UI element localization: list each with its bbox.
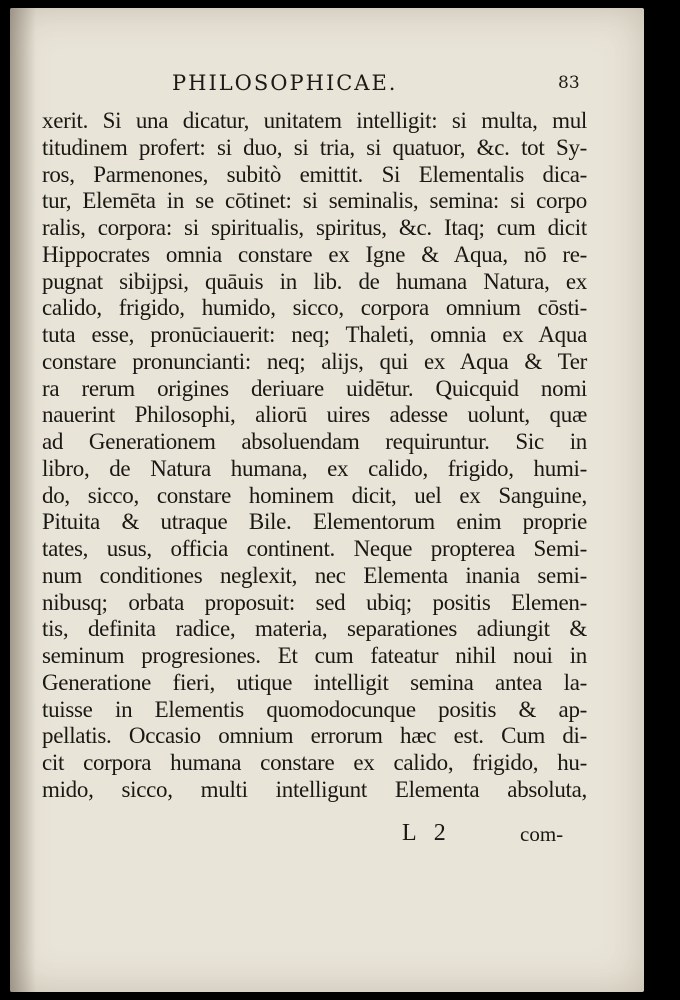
text-line: ralis, corpora: si spiritualis, spiritus, &c. Itaq; cum dicit: [42, 215, 587, 240]
text-line: xerit. Si una dicatur, unitatem intelligit: si multa, mul: [42, 108, 587, 133]
running-title: PHILOSOPHICAE.: [172, 71, 398, 95]
text-line: num conditiones neglexit, nec Elementa inania semi-: [42, 562, 587, 588]
text-line: constare pronuncianti: neq; alijs, qui ex Aqua & Ter: [42, 348, 587, 374]
text-line: seminum progresiones. Et cum fateatur nihil noui in: [42, 643, 587, 668]
text-line: ra rerum origines deriuare uidētur. Quicquid nomi: [42, 375, 587, 401]
text-line: do, sicco, constare hominem dicit, uel ex Sanguine,: [42, 482, 587, 508]
text-line: tur, Elemēta in se cōtinet: si seminalis, semina: si corpo: [42, 188, 587, 214]
text-line: tuisse in Elementis quomodocunque positis & ap-: [42, 696, 587, 722]
page-footer: [10, 820, 644, 850]
text-line: Generatione fieri, utique intelligit semina antea la-: [42, 669, 587, 695]
book-page: [10, 8, 644, 992]
page-number: 83: [558, 73, 580, 93]
text-line: libro, de Natura humana, ex calido, frigido, humi-: [42, 455, 587, 481]
page-header: [10, 71, 644, 101]
text-line: tis, definita radice, materia, separationes adiungit &: [42, 616, 587, 642]
text-line: titudinem profert: si duo, si tria, si quatuor, &c. tot Sy-: [42, 134, 587, 160]
text-line: Hippocrates omnia constare ex Igne & Aqua, nō re-: [42, 241, 587, 267]
text-line: calido, frigido, humido, sicco, corpora omnium cōsti-: [42, 295, 587, 321]
signature-mark: L 2: [402, 820, 452, 846]
text-line: nauerint Philosophi, aliorū uires adesse uolunt, quæ: [42, 402, 587, 428]
text-line: tuta esse, pronūciauerit: neq; Thaleti, omnia ex Aqua: [42, 322, 587, 347]
catchword: com-: [520, 822, 564, 846]
text-line: cit corpora humana constare ex calido, frigido, hu-: [42, 750, 587, 775]
text-line: Pituita & utraque Bile. Elementorum enim proprie: [42, 509, 587, 535]
text-line: ros, Parmenones, subitò emittit. Si Elementalis dica-: [42, 161, 587, 187]
text-line: pugnat sibijpsi, quāuis in lib. de humana Natura, ex: [42, 268, 587, 294]
text-line: ad Generationem absoluendam requiruntur. Sic in: [42, 429, 587, 454]
text-line: mido, sicco, multi intelligunt Elementa absoluta,: [42, 776, 587, 802]
text-line: tates, usus, officia continent. Neque propterea Semi-: [42, 536, 587, 561]
text-line: pellatis. Occasio omnium errorum hæc est. Cum di-: [42, 723, 587, 749]
body-text: [42, 108, 587, 804]
text-line: nibusq; orbata proposuit: sed ubiq; positis Elemen-: [42, 589, 587, 615]
